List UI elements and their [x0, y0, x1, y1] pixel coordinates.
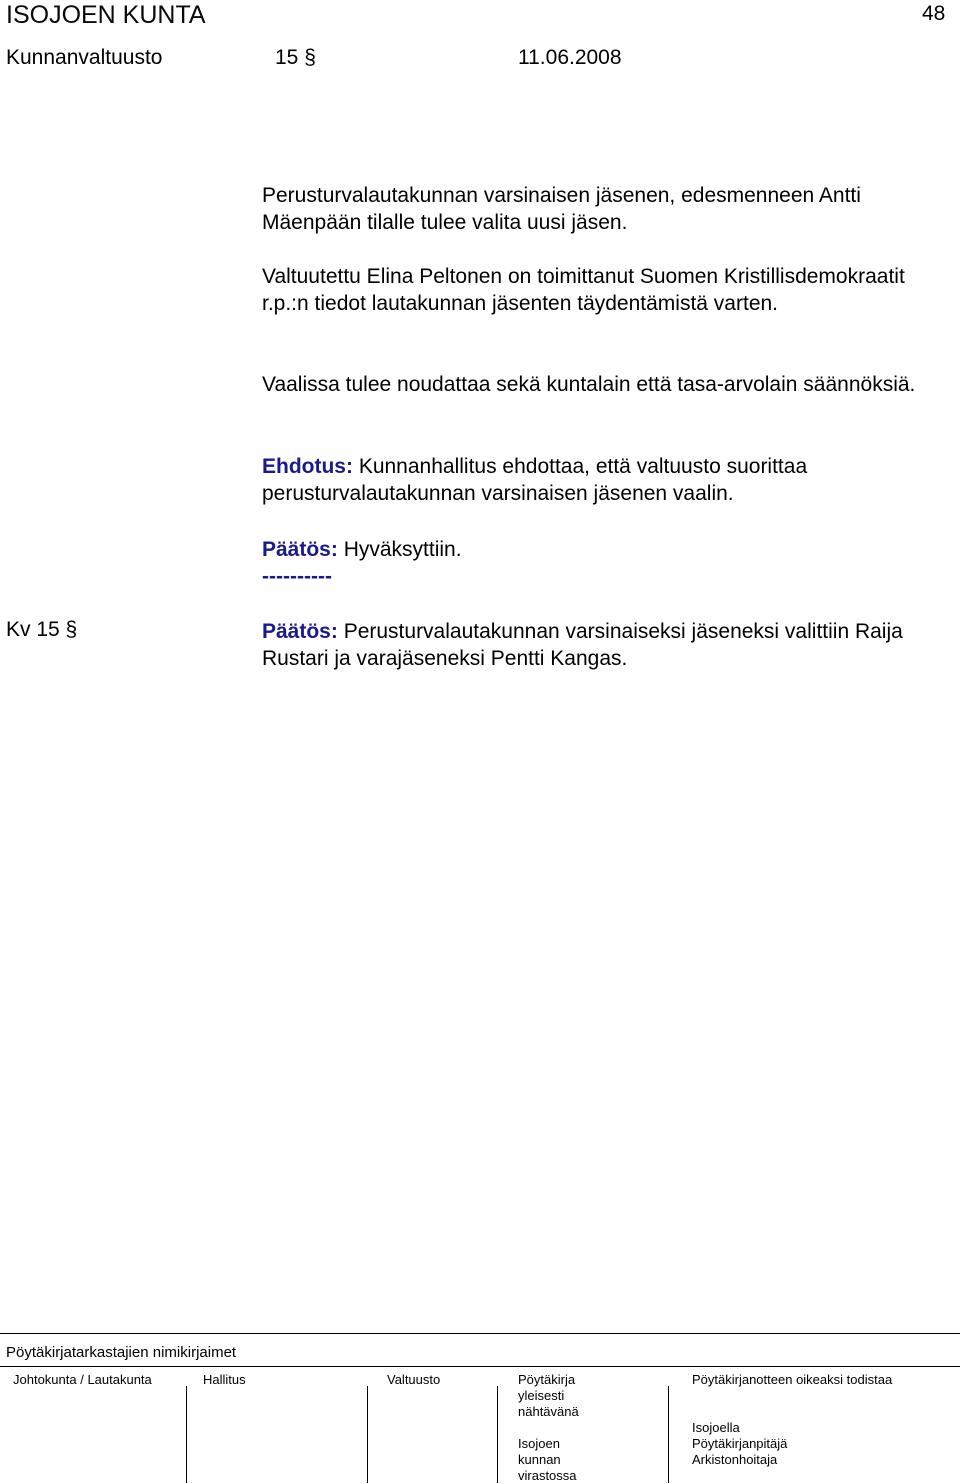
certification-line-1: Pöytäkirjanotteen oikeaksi todistaa: [692, 1372, 893, 1387]
footer-divider-3: [497, 1386, 498, 1483]
kv-reference-label: Kv 15: [6, 618, 60, 641]
public-notice-line-4: Isojoen: [518, 1436, 560, 1451]
section-number: [275, 46, 316, 70]
footer-top-rule: [0, 1333, 960, 1334]
public-notice-line-6: virastossa: [518, 1468, 577, 1483]
section-number-value: 15: [275, 46, 299, 69]
paragraph-2: Valtuutettu Elina Peltonen on toimittanut Suomen Kristillisdemokraatit r.p.:n tiedot lautakunnan jäsenten täydentämistä varten.: [262, 265, 905, 315]
public-notice-line-1: Pöytäkirja: [518, 1372, 576, 1387]
certification-line-2: Isojoella: [692, 1420, 740, 1435]
footer-divider-1: [186, 1386, 187, 1483]
municipality-title: ISOJOEN KUNTA: [6, 1, 206, 29]
meeting-body: Kunnanvaltuusto: [6, 46, 163, 69]
footer-col-public-notice: [518, 1372, 579, 1484]
footer-col-board: Hallitus: [203, 1372, 246, 1387]
footer-divider-2: [367, 1386, 368, 1483]
footer-col-council: Valtuusto: [387, 1372, 441, 1387]
proposal-paragraph: [262, 453, 952, 507]
decision-label: Päätös:: [262, 538, 338, 561]
footer-col-committee: Johtokunta / Lautakunta: [13, 1372, 152, 1387]
paragraph-1: Perusturvalautakunnan varsinaisen jäsenen, edesmenneen Antti Mäenpään tilalle tulee valita uusi jäsen.: [262, 184, 861, 234]
paragraph-3: Vaalissa tulee noudattaa sekä kuntalain että tasa-arvolain säännöksiä.: [262, 373, 916, 396]
certification-line-4: Arkistonhoitaja: [692, 1452, 778, 1467]
section-symbol: §: [304, 46, 316, 69]
signatures-label: Pöytäkirjatarkastajien nimikirjaimet: [6, 1344, 237, 1361]
separator: ----------: [262, 565, 332, 588]
public-notice-line-2: yleisesti: [518, 1388, 565, 1403]
certification-line-3: Pöytäkirjanpitäjä: [692, 1436, 788, 1451]
decision-paragraph: [262, 536, 952, 563]
final-decision-label: Päätös:: [262, 620, 338, 643]
proposal-text: Kunnanhallitus ehdottaa, että valtuusto suorittaa perusturvalautakunnan varsinaisen jäsenen vaalin.: [262, 455, 808, 505]
kv-section-symbol: §: [65, 618, 78, 641]
proposal-label: Ehdotus:: [262, 455, 353, 478]
final-decision-text: Perusturvalautakunnan varsinaiseksi jäseneksi valittiin Raija Rustari ja varajäseneksi Pentti Kangas.: [262, 620, 903, 670]
page-number: 48: [922, 2, 946, 25]
public-notice-line-3: nähtävänä: [518, 1404, 579, 1419]
final-decision-paragraph: [262, 618, 952, 672]
footer-col-certification: [692, 1372, 892, 1468]
footer-mid-rule: [0, 1366, 960, 1367]
kv-reference: [6, 618, 77, 642]
footer-divider-4: [668, 1386, 669, 1483]
public-notice-line-5: kunnan: [518, 1452, 561, 1467]
meeting-date: 11.06.2008: [518, 46, 622, 69]
decision-text: Hyväksyttiin.: [337, 538, 462, 561]
